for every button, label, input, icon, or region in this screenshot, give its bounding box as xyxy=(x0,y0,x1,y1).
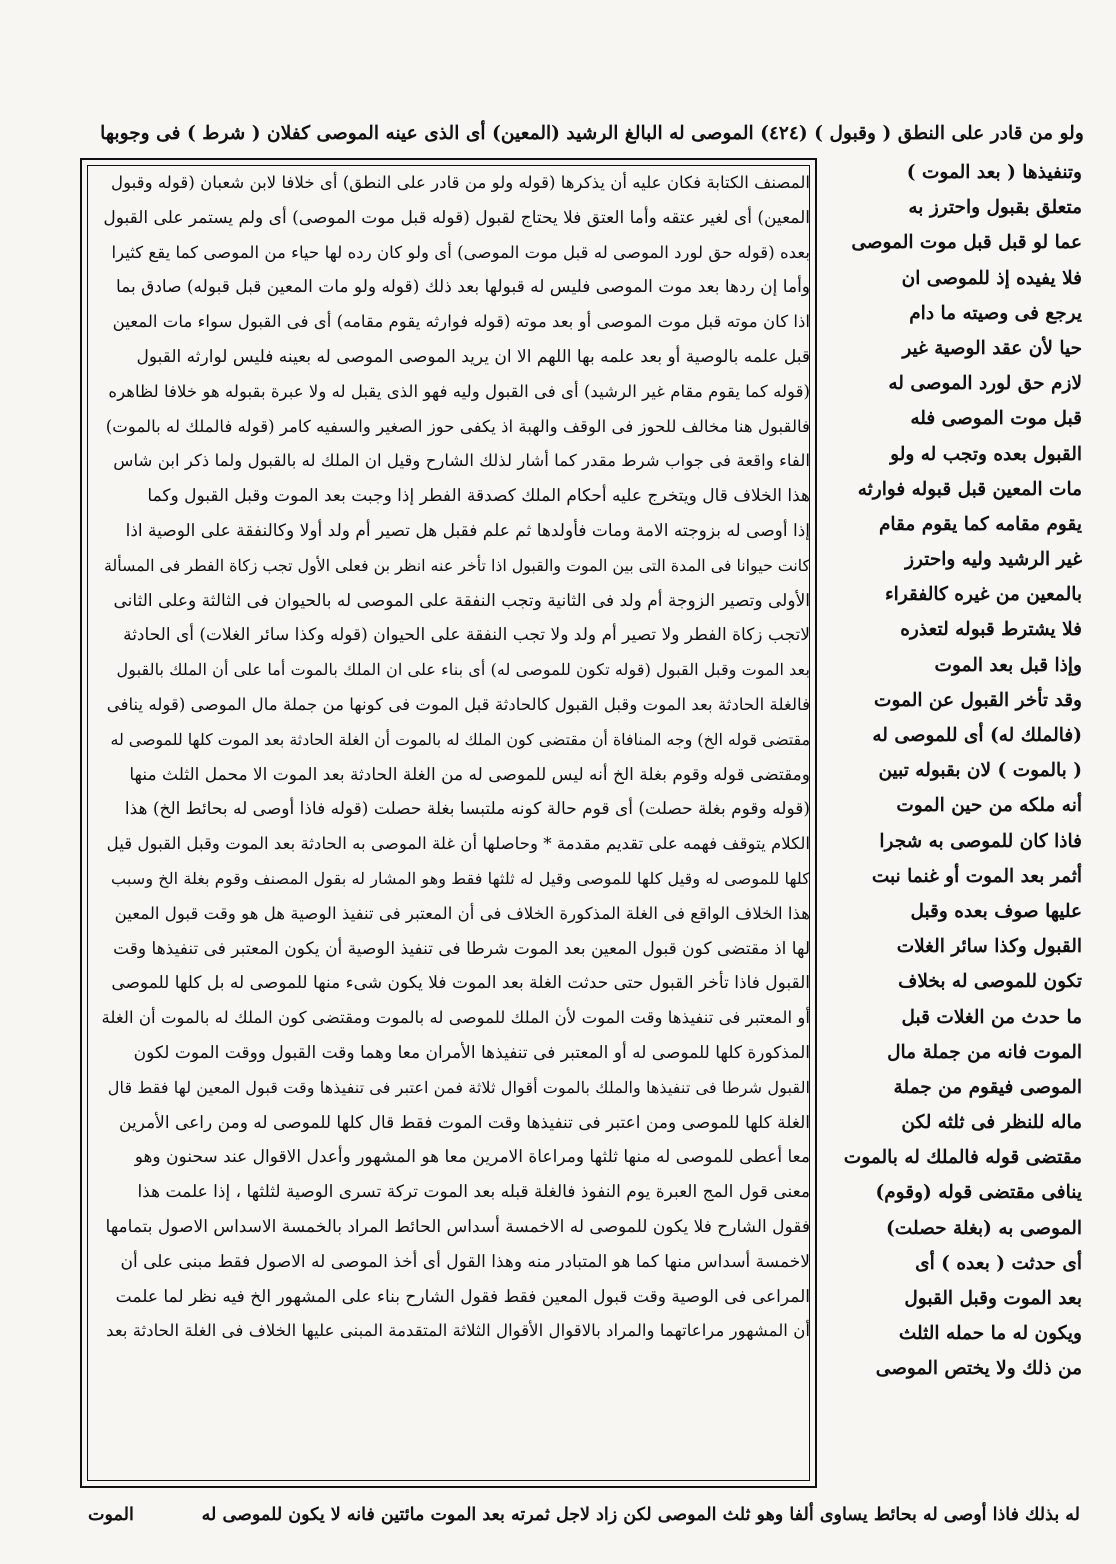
side-text-line: وإذا قبل بعد الموت xyxy=(934,654,1082,676)
side-text-line: ينافى مقتضى قوله (وقوم) xyxy=(875,1182,1082,1204)
commentary-line: فالغلة الحادثة بعد الموت وقبل القبول كالحادثة قبل الموت فى كونها من جملة مال الموصى (قوله ينافى xyxy=(106,694,810,714)
commentary-line: فالقبول هنا مخالف للحوز فى الوقف والهبة اذ يكفى حوز الصغير والسفيه كامر (قوله فالملك له بالموت) xyxy=(105,416,810,436)
side-text-line: وقد تأخر القبول عن الموت xyxy=(874,689,1082,711)
side-text-line: يقوم مقامه كما يقوم مقام xyxy=(878,513,1082,535)
side-text-line: يرجع فى وصيته ما دام xyxy=(909,302,1082,324)
side-text-line: مقتضى قوله فالملك له بالموت xyxy=(843,1147,1082,1169)
side-text-line: ( بالموت ) لان بقبوله تبين xyxy=(878,760,1082,782)
commentary-line: إذا أوصى له بزوجته الامة ومات فأولدها ثم علم فقبل هل تصير أم ولد أولا وكالنفقة على الوصية اذا xyxy=(125,520,810,541)
side-text-line: تكون للموصى له بخلاف xyxy=(898,971,1082,993)
side-text-line: أنه ملكه من حين الموت xyxy=(896,795,1082,817)
commentary-line: أو المعتبر فى تنفيذها وقت الموت لأن الملك للموصى له بالموت ومقتضى كون الملك له بالموت أن الغلة xyxy=(102,1008,810,1028)
side-text-line: عليها صوف بعده وقبل xyxy=(910,900,1082,922)
commentary-text xyxy=(102,166,810,1484)
side-text-line: حيا لأن عقد الوصية غير xyxy=(902,337,1082,359)
side-text-line: فاذا كان للموصى به شجرا xyxy=(879,830,1082,852)
commentary-line: وأما إن ردها بعد موت الموصى فليس له قبولها بعد ذلك (قوله ولو مات المعين قبل قبوله) صادق بما xyxy=(115,277,810,298)
side-text-line: لازم حق لورد الموصى له xyxy=(888,373,1082,395)
side-text-line: (فالملك له) أى للموصى له xyxy=(872,725,1082,746)
side-text-line: ماله للنظر فى ثلثه لكن xyxy=(901,1112,1082,1134)
commentary-line: القبول فاذا تأخر القبول حتى حدثت الغلة بعد الموت فلا يكون شىء منها للموصى له بل كلها للموصى xyxy=(111,973,810,994)
commentary-line: كلها للموصى له وقيل كلها للموصى وقيل له ثلثها فقط وهو المشار له بقول المصنف وقوم بغلة الخ وسبب xyxy=(110,868,810,888)
side-text-line: وتنفيذها ( بعد الموت ) xyxy=(906,162,1082,183)
commentary-line: الغلة كلها للموصى ومن اعتبر فى تنفيذها وقت الموت فقط قال كلها للموصى له ومن راعى الأمرين xyxy=(119,1112,810,1133)
commentary-line: (قوله كما يقوم مقام غير الرشيد) أى فى القبول وليه فهو الذى يقبل له ولا عبرة بقبوله هو خلافا لظاهره xyxy=(108,381,810,401)
side-text-line: فلا يشترط قبوله لتعذره xyxy=(900,619,1082,641)
commentary-line: معا أعطى للموصى له منها ثلثها ومراعاة الامرين معا هو المشهور وأعدل الاقوال عند سحنون وهو xyxy=(134,1147,810,1168)
side-text-line: عما لو قبل قبل موت الموصى xyxy=(851,232,1082,254)
commentary-line: (قوله وقوم بغلة حصلت) أى قوم حالة كونه ملتبسا بغلة حصلت (قوله فاذا أوصى له بحائط الخ) هذا xyxy=(124,799,810,820)
commentary-line: اذا كان موته قبل موت الموصى أو بعد موته (قوله فوارثه يقوم مقامه) أى فى القبول سواء مات المعين xyxy=(112,312,810,332)
footer-catchword: الموت xyxy=(88,1505,134,1525)
commentary-line: ومقتضى قوله وقوم بغلة الخ أنه ليس للموصى له من الغلة الحادثة بعد الموت الا محمل الثلث منها xyxy=(129,764,810,785)
commentary-line: فقول الشارح فلا يكون للموصى له الاخمسة أسداس الحائط المراد بالخمسة الاسداس الاصول بتمامها xyxy=(105,1216,810,1237)
side-text-line: القبول وكذا سائر الغلات xyxy=(896,936,1082,958)
commentary-line: هذا الخلاف قال ويتخرج عليه أحكام الملك كصدقة الفطر إذا وجبت بعد الموت وقبل القبول وكما xyxy=(147,486,810,507)
commentary-line: لها اذ مقتضى كون قبول المعين بعد الموت شرطا فى تنفيذ الوصية أن يكون المعتبر فى تنفيذها وقت xyxy=(113,938,810,959)
side-text-line: مات المعين قبل قبوله فوارثه xyxy=(857,478,1082,500)
commentary-line: هذا الخلاف الواقع فى الغلة المذكورة الخلاف فى أن المعتبر فى تنفيذ الوصية هل هو وقت قبول المعين xyxy=(114,903,810,923)
commentary-line: مقتضى قوله الخ) وجه المنافاة أن مقتضى كون الملك له بالموت أن الغلة الحادثة بعد الموت كلها للموصى له xyxy=(110,729,810,749)
side-text-line: الموت فانه من جملة مال xyxy=(887,1041,1082,1063)
commentary-line: بعد الموت وقبل القبول (قوله تكون للموصى له) أى بناء على ان الملك بالموت أما على أن الملك بالقبول xyxy=(116,660,810,680)
commentary-line: المصنف الكتابة فكان عليه أن يذكرها (قوله ولو من قادر على النطق) أى خلافا لابن شعبان (قوله وقبول xyxy=(111,173,810,192)
commentary-line: المراعى فى الوصية وقت قبول المعين فقط فقول الشارح بناء على المشهور الخ فيه نظر لما علمت xyxy=(115,1286,810,1307)
commentary-line: الفاء واقعة فى جواب شرط مقدر كما أشار لذلك الشارح وقيل ان الملك له بالقبول ولما ذكر ابن شاس xyxy=(113,451,810,471)
side-text-line: بعد الموت وقبل القبول xyxy=(904,1288,1082,1309)
commentary-line: الكلام يتوقف فهمه على تقديم مقدمة * وحاصلها أن غلة الموصى به الحادثة بعد الموت وقبل القبول قيل xyxy=(106,834,810,854)
side-text-line: أثمر بعد الموت أو غنما نبت xyxy=(871,865,1082,887)
commentary-line: أن المشهور مراعاتهما والمراد بالاقوال الأقوال الثلاثة المتقدمة المبنى عليها الخلاف فى الغلة الحادثة بعد xyxy=(106,1321,810,1341)
page-footer xyxy=(80,1495,1080,1535)
side-text-line: أى حدثت ( بعده ) أى xyxy=(915,1252,1082,1274)
side-text-line: فلا يفيده إذ للموصى ان xyxy=(901,267,1082,289)
commentary-line: قبل علمه بالوصية أو بعد علمه بها اللهم الا ان يريد الموصى الموصى له بعينه فليس لوارثه القبول xyxy=(136,346,810,367)
commentary-line: معنى قول المج العبرة يوم النفوذ فالغلة قبله بعد الموت تركة تسرى الوصية لثلثها ، إذا علمت هذا xyxy=(137,1182,810,1203)
commentary-line: لاتجب زكاة الفطر ولا تصير أم ولد ولا تجب النفقة على الحيوان (قوله وكذا سائر الغلات) أى الحادثة xyxy=(123,625,810,646)
commentary-line: القبول شرطا فى تنفيذها والملك بالموت أقوال ثلاثة فمن اعتبر فى تنفيذها وقت قبول المعين لها فقط قال xyxy=(107,1077,810,1097)
commentary-line: المذكورة كلها للموصى له أو المعتبر فى تنفيذها الأمران معا وهما وقت القبول ووقت الموت لكون xyxy=(133,1042,810,1063)
page-header: ولو من قادر على النطق ( وقبول ) (٤٢٤) الموصى له البالغ الرشيد (المعين) أى الذى عينه الموصى كفلان ( شرط ) فى وجوبها xyxy=(100,123,1084,144)
commentary-line: كانت حيوانا فى المدة التى بين الموت والقبول اذا تأخر عنه انظر بن فعلى الأول تجب زكاة الفطر فى المسألة xyxy=(103,555,810,575)
side-text-line: ما حدث من الغلات قبل xyxy=(901,1006,1082,1028)
side-column-text xyxy=(820,155,1082,1490)
side-text-line: قبل موت الموصى فله xyxy=(910,408,1082,430)
side-text-line: الموصى به (بغلة حصلت) xyxy=(886,1217,1082,1239)
commentary-line: المعين) أى لغير عتقه وأما العتق فلا يحتاج لقبول (قوله قبل موت الموصى) أى ولم يستمر على القبول xyxy=(103,207,810,228)
side-text-line: الموصى فيقوم من جملة xyxy=(893,1076,1082,1098)
side-text-line: بالمعين من غيره كالفقراء xyxy=(884,584,1082,606)
footer-text: له بذلك فاذا أوصى له بحائط يساوى ألفا وهو ثلث الموصى لكن زاد لاجل ثمرته بعد الموت مائتين فانه لا يكون للموصى له xyxy=(201,1505,1080,1525)
side-text-line: غير الرشيد وليه واحترز xyxy=(905,549,1082,571)
commentary-line: بعده (قوله حق لورد الموصى له قبل موت الموصى) أى ولو كان رده لها حياء من الموصى كما يقع كثيرا xyxy=(111,242,810,262)
commentary-line: الأولى وتصير الزوجة أم ولد فى الثانية وتجب النفقة على الموصى له بالحيوان فى الثالثة وعلى الثانى xyxy=(113,590,810,611)
commentary-line: لاخمسة أسداس منها كما هو المتبادر منه وهذا القول أى أخذ الموصى له الاصول فقط مبنى على أن xyxy=(120,1251,810,1272)
side-text-line: من ذلك ولا يختص الموصى xyxy=(875,1358,1082,1380)
side-text-line: ويكون له ما حمله الثلث xyxy=(898,1323,1082,1345)
side-text-line: متعلق بقبول واحترز به xyxy=(908,197,1082,219)
side-text-line: القبول بعده وتجب له ولو xyxy=(890,443,1082,465)
